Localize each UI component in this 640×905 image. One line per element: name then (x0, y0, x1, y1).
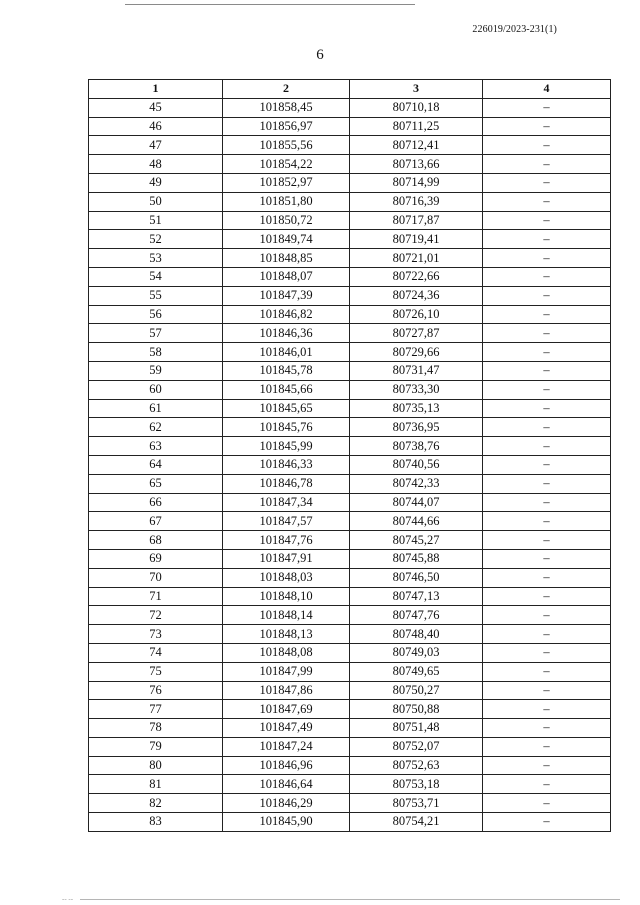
table-row (89, 474, 611, 493)
table-cell: 74 (89, 643, 223, 662)
table-cell: 72 (89, 606, 223, 625)
table-cell: 101847,91 (223, 549, 350, 568)
table-cell: 80742,33 (350, 474, 483, 493)
table-row (89, 173, 611, 192)
table-cell: – (483, 643, 611, 662)
table-cell: 60 (89, 380, 223, 399)
top-divider (125, 4, 415, 5)
table-row (89, 343, 611, 362)
table-cell: 101848,13 (223, 625, 350, 644)
table-cell: 56 (89, 305, 223, 324)
table-cell: – (483, 305, 611, 324)
table-cell: 101845,66 (223, 380, 350, 399)
table-cell: – (483, 399, 611, 418)
table-cell: 77 (89, 700, 223, 719)
table-cell: 52 (89, 230, 223, 249)
table-cell: – (483, 813, 611, 832)
table-cell: 101858,45 (223, 98, 350, 117)
table-cell: 53 (89, 249, 223, 268)
table-cell: 101848,03 (223, 568, 350, 587)
table-cell: 101848,10 (223, 587, 350, 606)
table-cell: 101846,78 (223, 474, 350, 493)
table-row (89, 681, 611, 700)
table-cell: 80738,76 (350, 437, 483, 456)
table-row (89, 418, 611, 437)
table-cell: 80719,41 (350, 230, 483, 249)
table-row (89, 399, 611, 418)
table-row (89, 794, 611, 813)
table-cell: 101851,80 (223, 192, 350, 211)
table-cell: 80711,25 (350, 117, 483, 136)
table-cell: 80736,95 (350, 418, 483, 437)
table-cell: 80727,87 (350, 324, 483, 343)
table-cell: 101847,49 (223, 719, 350, 738)
table-cell: 101847,76 (223, 531, 350, 550)
table-cell: – (483, 286, 611, 305)
table-cell: 80729,66 (350, 343, 483, 362)
table-cell: – (483, 512, 611, 531)
column-header: 2 (223, 80, 350, 99)
table-cell: – (483, 324, 611, 343)
table-row (89, 192, 611, 211)
table-header-row (89, 80, 611, 99)
table-cell: – (483, 625, 611, 644)
table-cell: 80750,27 (350, 681, 483, 700)
bottom-mark: -- -- (62, 895, 74, 903)
table-cell: 101847,86 (223, 681, 350, 700)
table-cell: – (483, 230, 611, 249)
table-row (89, 813, 611, 832)
document-number: 226019/2023-231(1) (472, 24, 557, 35)
table-row (89, 380, 611, 399)
table-cell: – (483, 380, 611, 399)
table-cell: 80753,71 (350, 794, 483, 813)
table-row (89, 493, 611, 512)
table-cell: 80733,30 (350, 380, 483, 399)
table-cell: 101847,39 (223, 286, 350, 305)
table-row (89, 324, 611, 343)
table-cell: 101845,99 (223, 437, 350, 456)
table-cell: 80749,65 (350, 662, 483, 681)
table-row (89, 549, 611, 568)
table-cell: 80713,66 (350, 155, 483, 174)
table-cell: 101846,82 (223, 305, 350, 324)
table-cell: – (483, 606, 611, 625)
column-header: 4 (483, 80, 611, 99)
table-cell: – (483, 794, 611, 813)
table-cell: – (483, 587, 611, 606)
table-cell: 101848,07 (223, 267, 350, 286)
table-cell: 63 (89, 437, 223, 456)
table-cell: 46 (89, 117, 223, 136)
table-cell: 61 (89, 399, 223, 418)
table-row (89, 587, 611, 606)
table-cell: 101845,90 (223, 813, 350, 832)
table-cell: 101846,64 (223, 775, 350, 794)
table-cell: 101845,76 (223, 418, 350, 437)
table-cell: 101846,33 (223, 455, 350, 474)
table-row (89, 211, 611, 230)
table-row (89, 737, 611, 756)
table-cell: – (483, 455, 611, 474)
page-number: 6 (316, 47, 324, 63)
table-row (89, 606, 611, 625)
table-cell: – (483, 343, 611, 362)
table-cell: 82 (89, 794, 223, 813)
table-cell: 75 (89, 662, 223, 681)
table-cell: – (483, 267, 611, 286)
table-cell: – (483, 192, 611, 211)
table-cell: 101848,08 (223, 643, 350, 662)
table-cell: 80752,63 (350, 756, 483, 775)
table-cell: 80754,21 (350, 813, 483, 832)
table-cell: 80717,87 (350, 211, 483, 230)
table-row (89, 775, 611, 794)
table-cell: 80752,07 (350, 737, 483, 756)
table-cell: 101846,36 (223, 324, 350, 343)
table-cell: 80749,03 (350, 643, 483, 662)
table-cell: – (483, 155, 611, 174)
table-cell: 101846,01 (223, 343, 350, 362)
table-cell: 55 (89, 286, 223, 305)
bottom-divider (80, 899, 620, 900)
table-row (89, 155, 611, 174)
table-cell: 101848,85 (223, 249, 350, 268)
table-cell: 58 (89, 343, 223, 362)
table-cell: 64 (89, 455, 223, 474)
table-cell: – (483, 737, 611, 756)
column-header: 3 (350, 80, 483, 99)
table-cell: 80721,01 (350, 249, 483, 268)
table-cell: – (483, 173, 611, 192)
table-row (89, 700, 611, 719)
table-row (89, 230, 611, 249)
table-cell: 48 (89, 155, 223, 174)
table-row (89, 249, 611, 268)
table-cell: 80751,48 (350, 719, 483, 738)
table-cell: 71 (89, 587, 223, 606)
table-cell: 80748,40 (350, 625, 483, 644)
table-cell: 101845,78 (223, 361, 350, 380)
table-row (89, 568, 611, 587)
table-row (89, 662, 611, 681)
table-cell: 81 (89, 775, 223, 794)
table-cell: 65 (89, 474, 223, 493)
table-cell: – (483, 568, 611, 587)
table-cell: 101847,24 (223, 737, 350, 756)
table-cell: – (483, 117, 611, 136)
table-row (89, 719, 611, 738)
table-row (89, 643, 611, 662)
table-cell: 80744,66 (350, 512, 483, 531)
table-cell: 80745,88 (350, 549, 483, 568)
table-cell: 80731,47 (350, 361, 483, 380)
table-cell: – (483, 719, 611, 738)
table-row (89, 286, 611, 305)
column-header: 1 (89, 80, 223, 99)
table-row (89, 531, 611, 550)
table-cell: 50 (89, 192, 223, 211)
table-cell: – (483, 249, 611, 268)
table-cell: 68 (89, 531, 223, 550)
table-row (89, 625, 611, 644)
table-cell: – (483, 418, 611, 437)
table-cell: 57 (89, 324, 223, 343)
table-cell: 80 (89, 756, 223, 775)
table-cell: 80747,76 (350, 606, 483, 625)
table-row (89, 512, 611, 531)
table-cell: 80744,07 (350, 493, 483, 512)
table-cell: – (483, 549, 611, 568)
table-cell: 101847,69 (223, 700, 350, 719)
table-cell: 80750,88 (350, 700, 483, 719)
table-cell: 101846,29 (223, 794, 350, 813)
table-cell: 101848,14 (223, 606, 350, 625)
table-cell: 80747,13 (350, 587, 483, 606)
table-cell: 80710,18 (350, 98, 483, 117)
table-cell: – (483, 493, 611, 512)
table-cell: 101846,96 (223, 756, 350, 775)
table-cell: 66 (89, 493, 223, 512)
table-cell: 80740,56 (350, 455, 483, 474)
table-cell: – (483, 136, 611, 155)
table-cell: 45 (89, 98, 223, 117)
table-row (89, 267, 611, 286)
table-cell: 101849,74 (223, 230, 350, 249)
table-row (89, 117, 611, 136)
table-cell: 62 (89, 418, 223, 437)
table-cell: 101855,56 (223, 136, 350, 155)
table-cell: – (483, 662, 611, 681)
table-cell: 80735,13 (350, 399, 483, 418)
table-cell: 101856,97 (223, 117, 350, 136)
table-cell: 83 (89, 813, 223, 832)
table-cell: 59 (89, 361, 223, 380)
table-row (89, 361, 611, 380)
table-cell: 79 (89, 737, 223, 756)
table-cell: 76 (89, 681, 223, 700)
table-cell: 80722,66 (350, 267, 483, 286)
table-cell: 73 (89, 625, 223, 644)
table-cell: – (483, 211, 611, 230)
table-cell: 101847,34 (223, 493, 350, 512)
table-cell: 101845,65 (223, 399, 350, 418)
table-cell: 54 (89, 267, 223, 286)
table-cell: 47 (89, 136, 223, 155)
table-cell: 80746,50 (350, 568, 483, 587)
table-cell: – (483, 361, 611, 380)
table-cell: 67 (89, 512, 223, 531)
table-row (89, 136, 611, 155)
table-cell: 78 (89, 719, 223, 738)
table-cell: – (483, 700, 611, 719)
table-body (89, 98, 611, 831)
table-cell: 49 (89, 173, 223, 192)
coordinates-table (88, 79, 611, 832)
table-row (89, 756, 611, 775)
table-cell: 80753,18 (350, 775, 483, 794)
table-row (89, 437, 611, 456)
table-cell: – (483, 756, 611, 775)
table-cell: – (483, 775, 611, 794)
table-cell: 80714,99 (350, 173, 483, 192)
table-row (89, 98, 611, 117)
table-cell: 70 (89, 568, 223, 587)
table-cell: – (483, 474, 611, 493)
table-cell: – (483, 98, 611, 117)
table-row (89, 455, 611, 474)
table-cell: – (483, 531, 611, 550)
table-cell: 80745,27 (350, 531, 483, 550)
table-cell: 69 (89, 549, 223, 568)
table-cell: 101847,99 (223, 662, 350, 681)
table-cell: – (483, 681, 611, 700)
table-cell: 51 (89, 211, 223, 230)
table-cell: 101852,97 (223, 173, 350, 192)
table-cell: 80726,10 (350, 305, 483, 324)
table-cell: – (483, 437, 611, 456)
table-cell: 101850,72 (223, 211, 350, 230)
table-cell: 80712,41 (350, 136, 483, 155)
table-cell: 80724,36 (350, 286, 483, 305)
table-cell: 101854,22 (223, 155, 350, 174)
table-cell: 80716,39 (350, 192, 483, 211)
table-row (89, 305, 611, 324)
table-cell: 101847,57 (223, 512, 350, 531)
